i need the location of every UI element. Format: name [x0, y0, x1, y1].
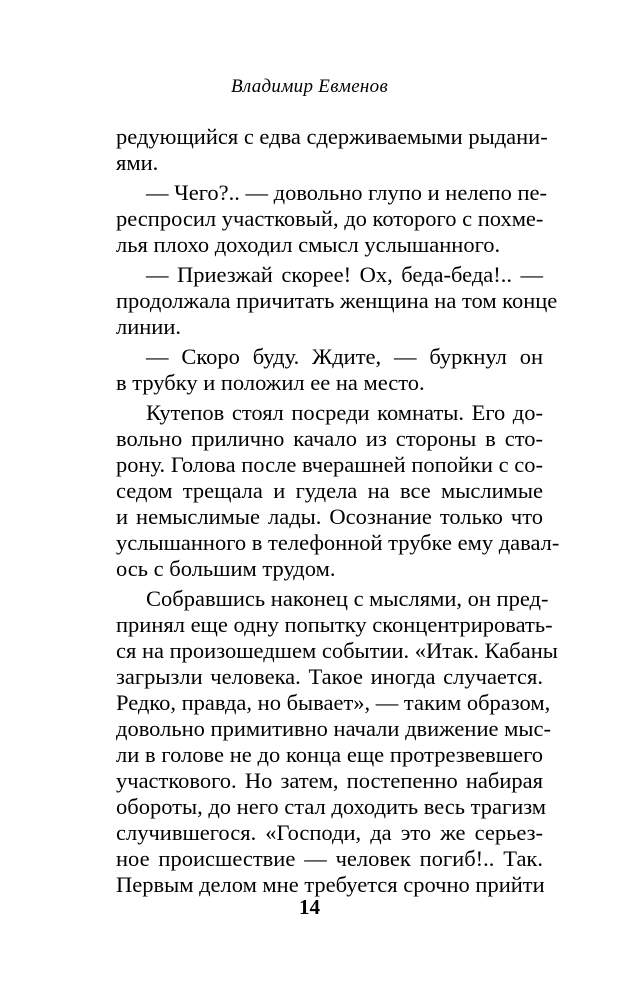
text-line: обороты, до него стал доходить весь трагизм	[116, 794, 547, 819]
text-line: ли в голове не до конца еще протрезвевшего	[116, 742, 543, 767]
text-line: — Чего?.. — довольно глупо и нелепо пе-	[146, 180, 547, 205]
text-line: вольно прилично качало из стороны в сто-	[116, 426, 543, 451]
running-header: Владимир Евменов	[231, 76, 388, 97]
text-line: принял еще одну попытку сконцентрировать-	[116, 612, 553, 637]
text-line: довольно примитивно начали движение мыс-	[116, 716, 551, 741]
text-line: Собравшись наконец с мыслями, он пред-	[146, 586, 549, 611]
text-line: в трубку и положил ее на место.	[116, 370, 425, 395]
text-line: — Приезжай скорее! Ох, беда-беда!.. —	[146, 262, 543, 287]
text-line: лья плохо доходил смысл услышанного.	[116, 232, 501, 257]
text-line: редующийся с едва сдерживаемыми рыдани-	[116, 124, 548, 149]
text-line: ями.	[116, 150, 159, 175]
text-line: Первым делом мне требуется срочно прийти	[116, 872, 545, 897]
text-line: Кутепов стоял посреди комнаты. Его до-	[146, 400, 543, 425]
text-line: загрызли человека. Такое иногда случается.	[116, 664, 543, 689]
text-line: Редко, правда, но бывает», — таким образом,	[116, 690, 551, 715]
text-line: участкового. Но затем, постепенно набирая	[116, 768, 543, 793]
text-line: услышанного в телефонной трубке ему давал-	[116, 530, 560, 555]
text-line: — Скоро буду. Ждите, — буркнул он	[146, 344, 543, 369]
text-line: линии.	[116, 314, 182, 339]
text-line: и немыслимые лады. Осознание только что	[116, 504, 543, 529]
text-line: продолжала причитать женщина на том конце	[116, 288, 558, 313]
text-line: случившегося. «Господи, да это же серьез-	[116, 820, 543, 845]
text-line: седом трещала и гудела на все мыслимые	[116, 478, 543, 503]
page-number: 14	[299, 895, 320, 919]
text-line: ное происшествие — человек погиб!.. Так.	[116, 846, 543, 871]
text-line: рону. Голова после вчерашней попойки с со-	[116, 452, 543, 477]
text-line: ся на произошедшем событии. «Итак. Кабаны	[116, 638, 558, 663]
text-line: ось с большим трудом.	[116, 556, 336, 581]
text-line: респросил участковый, до которого с похме-	[116, 206, 544, 231]
